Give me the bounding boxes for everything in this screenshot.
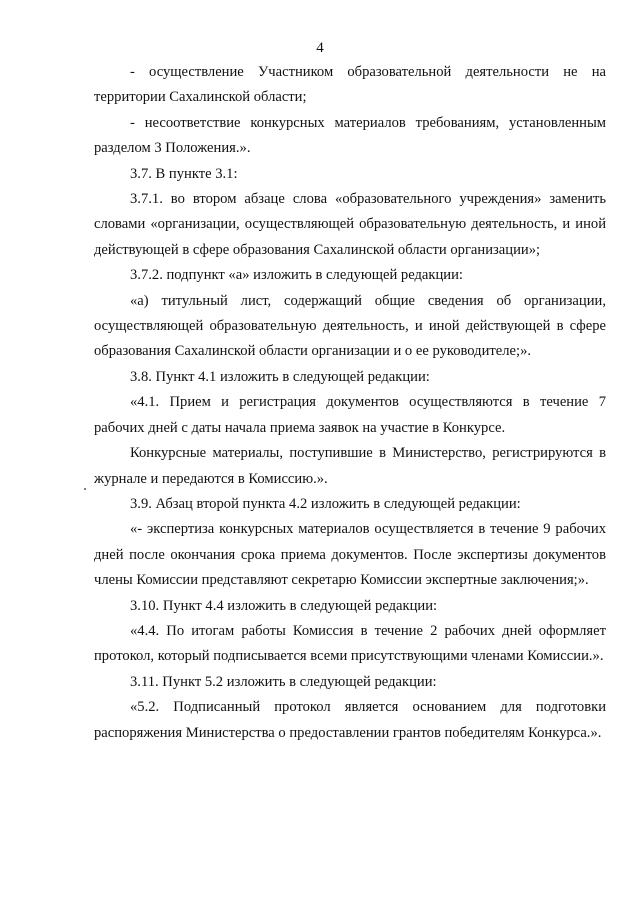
paragraph-14: 3.11. Пункт 5.2 изложить в следующей редакции:	[130, 673, 437, 690]
paragraph-5: 3.7.2. подпункт «а» изложить в следующей редакции:	[130, 267, 463, 284]
paragraph-4: 3.7.1. во втором абзаце слова «образовательного учреждения» заменить словами «организации, осуществляющей образовательную деятельность, и иной действующей в сфере образования Сахалинской области организации»;	[94, 191, 606, 258]
paragraph-7: 3.8. Пункт 4.1 изложить в следующей редакции:	[130, 368, 430, 385]
paragraph-8: «4.1. Прием и регистрация документов осуществляются в течение 7 рабочих дней с даты начала приема заявок на участие в Конкурсе.	[94, 394, 606, 436]
paragraph-13: «4.4. По итогам работы Комиссия в течение 2 рабочих дней оформляет протокол, который подписывается всеми присутствующими членами Комиссии.».	[94, 622, 606, 665]
document-body	[94, 60, 606, 746]
paragraph-12: 3.10. Пункт 4.4 изложить в следующей редакции:	[130, 597, 438, 614]
paragraph-2: - несоответствие конкурсных материалов требованиям, установленным разделом 3 Положения.».	[94, 114, 606, 157]
paragraph-11: «- экспертиза конкурсных материалов осуществляется в течение 9 рабочих дней после окончания срока приема документов. После экспертизы документов члены Комиссии представляют секретарю Комиссии экспертные заключения;».	[94, 521, 606, 589]
paragraph-1: - осуществление Участником образовательной деятельности не на территории Сахалинской области;	[94, 64, 606, 106]
page-number: 4	[316, 40, 324, 56]
paragraph-15: «5.2. Подписанный протокол является основанием для подготовки распоряжения Министерства о предоставлении грантов победителям Конкурса.».	[94, 699, 606, 741]
paragraph-6: «а) титульный лист, содержащий общие сведения об организации, осуществляющей образовательную деятельность, и иной действующей в сфере образования Сахалинской области организации и о ее руководителе;».	[94, 292, 606, 360]
paragraph-10: 3.9. Абзац второй пункта 4.2 изложить в следующей редакции:	[130, 495, 521, 512]
paragraph-9: Конкурсные материалы, поступившие в Министерство, регистрируются в журнале и передаются в Комиссию.».	[94, 445, 606, 487]
paragraph-3: 3.7. В пункте 3.1:	[130, 165, 238, 182]
scan-speck	[84, 488, 86, 490]
